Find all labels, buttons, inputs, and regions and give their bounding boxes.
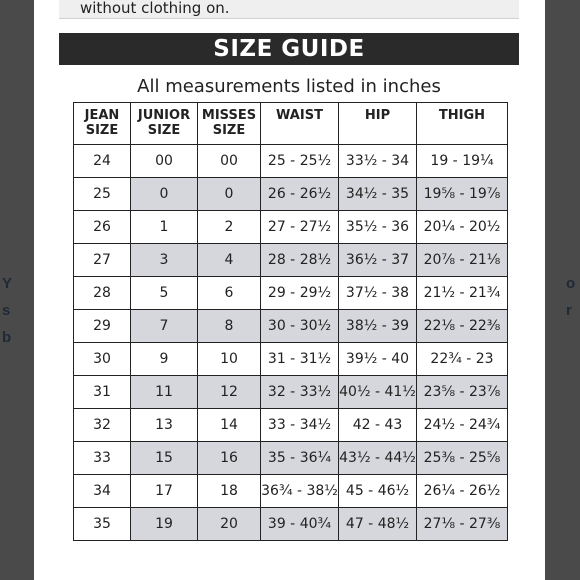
cell-hip: 35½ - 36 — [339, 211, 417, 244]
table-row — [74, 277, 508, 310]
cell-junior-size: 0 — [131, 178, 198, 211]
cell-misses-size: 6 — [198, 277, 261, 310]
cell-hip: 42 - 43 — [339, 409, 417, 442]
cell-hip: 37½ - 38 — [339, 277, 417, 310]
size-table — [73, 102, 508, 541]
cell-thigh: 20⅞ - 21⅛ — [417, 244, 508, 277]
header-thigh: THIGH — [417, 103, 508, 145]
cell-waist: 36¾ - 38½ — [261, 475, 339, 508]
measurements-subtitle: All measurements listed in inches — [137, 76, 441, 97]
header-waist: WAIST — [261, 103, 339, 145]
cell-junior-size: 00 — [131, 145, 198, 178]
size-guide-image — [34, 0, 545, 580]
cell-hip: 38½ - 39 — [339, 310, 417, 343]
cell-junior-size: 15 — [131, 442, 198, 475]
table-row — [74, 442, 508, 475]
cell-junior-size: 11 — [131, 376, 198, 409]
cell-waist: 28 - 28½ — [261, 244, 339, 277]
cell-jean-size: 27 — [74, 244, 131, 277]
cell-thigh: 22⅛ - 22⅜ — [417, 310, 508, 343]
cell-waist: 31 - 31½ — [261, 343, 339, 376]
cell-jean-size: 31 — [74, 376, 131, 409]
header-jean-size: JEAN SIZE — [74, 103, 131, 145]
table-row — [74, 376, 508, 409]
cell-junior-size: 3 — [131, 244, 198, 277]
table-row — [74, 508, 508, 541]
cell-thigh: 26¼ - 26½ — [417, 475, 508, 508]
cell-junior-size: 1 — [131, 211, 198, 244]
table-row — [74, 409, 508, 442]
cell-jean-size: 33 — [74, 442, 131, 475]
cell-misses-size: 14 — [198, 409, 261, 442]
cell-misses-size: 12 — [198, 376, 261, 409]
cell-hip: 40½ - 41½ — [339, 376, 417, 409]
header-junior-size: JUNIOR SIZE — [131, 103, 198, 145]
cell-junior-size: 17 — [131, 475, 198, 508]
cell-hip: 43½ - 44½ — [339, 442, 417, 475]
cell-jean-size: 34 — [74, 475, 131, 508]
table-row — [74, 211, 508, 244]
cell-thigh: 22¾ - 23 — [417, 343, 508, 376]
table-header-row — [74, 103, 508, 145]
table-row — [74, 178, 508, 211]
cell-thigh: 21½ - 21¾ — [417, 277, 508, 310]
cell-junior-size: 7 — [131, 310, 198, 343]
table-body — [74, 145, 508, 541]
cell-misses-size: 20 — [198, 508, 261, 541]
cell-misses-size: 00 — [198, 145, 261, 178]
cell-hip: 45 - 46½ — [339, 475, 417, 508]
table-row — [74, 475, 508, 508]
cell-waist: 29 - 29½ — [261, 277, 339, 310]
background-text-fragment: o — [566, 275, 576, 292]
cell-misses-size: 0 — [198, 178, 261, 211]
table-row — [74, 244, 508, 277]
intro-box — [59, 0, 519, 19]
cell-waist: 39 - 40¾ — [261, 508, 339, 541]
cell-thigh: 24½ - 24¾ — [417, 409, 508, 442]
background-text-fragment: r — [566, 302, 572, 319]
cell-hip: 33½ - 34 — [339, 145, 417, 178]
cell-waist: 27 - 27½ — [261, 211, 339, 244]
cell-jean-size: 32 — [74, 409, 131, 442]
cell-hip: 47 - 48½ — [339, 508, 417, 541]
cell-jean-size: 29 — [74, 310, 131, 343]
cell-jean-size: 35 — [74, 508, 131, 541]
cell-thigh: 27⅛ - 27⅜ — [417, 508, 508, 541]
cell-waist: 26 - 26½ — [261, 178, 339, 211]
cell-thigh: 19 - 19¼ — [417, 145, 508, 178]
cell-misses-size: 4 — [198, 244, 261, 277]
intro-text: without clothing on. — [80, 0, 230, 17]
cell-misses-size: 8 — [198, 310, 261, 343]
cell-junior-size: 5 — [131, 277, 198, 310]
background-text-fragment: Y — [2, 275, 13, 292]
size-guide-banner: SIZE GUIDE — [59, 33, 519, 65]
cell-waist: 35 - 36¼ — [261, 442, 339, 475]
background-text-fragment: b — [2, 329, 12, 346]
cell-thigh: 19⅝ - 19⅞ — [417, 178, 508, 211]
cell-waist: 32 - 33½ — [261, 376, 339, 409]
header-misses-size: MISSES SIZE — [198, 103, 261, 145]
cell-misses-size: 2 — [198, 211, 261, 244]
table-row — [74, 145, 508, 178]
cell-misses-size: 10 — [198, 343, 261, 376]
cell-jean-size: 30 — [74, 343, 131, 376]
cell-thigh: 20¼ - 20½ — [417, 211, 508, 244]
cell-junior-size: 13 — [131, 409, 198, 442]
cell-thigh: 23⅝ - 23⅞ — [417, 376, 508, 409]
table-row — [74, 343, 508, 376]
cell-junior-size: 19 — [131, 508, 198, 541]
cell-thigh: 25⅜ - 25⅝ — [417, 442, 508, 475]
cell-waist: 30 - 30½ — [261, 310, 339, 343]
cell-hip: 36½ - 37 — [339, 244, 417, 277]
header-hip: HIP — [339, 103, 417, 145]
background-text-fragment: s — [2, 302, 11, 319]
cell-jean-size: 24 — [74, 145, 131, 178]
cell-hip: 39½ - 40 — [339, 343, 417, 376]
cell-jean-size: 26 — [74, 211, 131, 244]
cell-misses-size: 16 — [198, 442, 261, 475]
cell-junior-size: 9 — [131, 343, 198, 376]
cell-misses-size: 18 — [198, 475, 261, 508]
table-row — [74, 310, 508, 343]
cell-jean-size: 28 — [74, 277, 131, 310]
cell-waist: 25 - 25½ — [261, 145, 339, 178]
cell-jean-size: 25 — [74, 178, 131, 211]
cell-waist: 33 - 34½ — [261, 409, 339, 442]
cell-hip: 34½ - 35 — [339, 178, 417, 211]
